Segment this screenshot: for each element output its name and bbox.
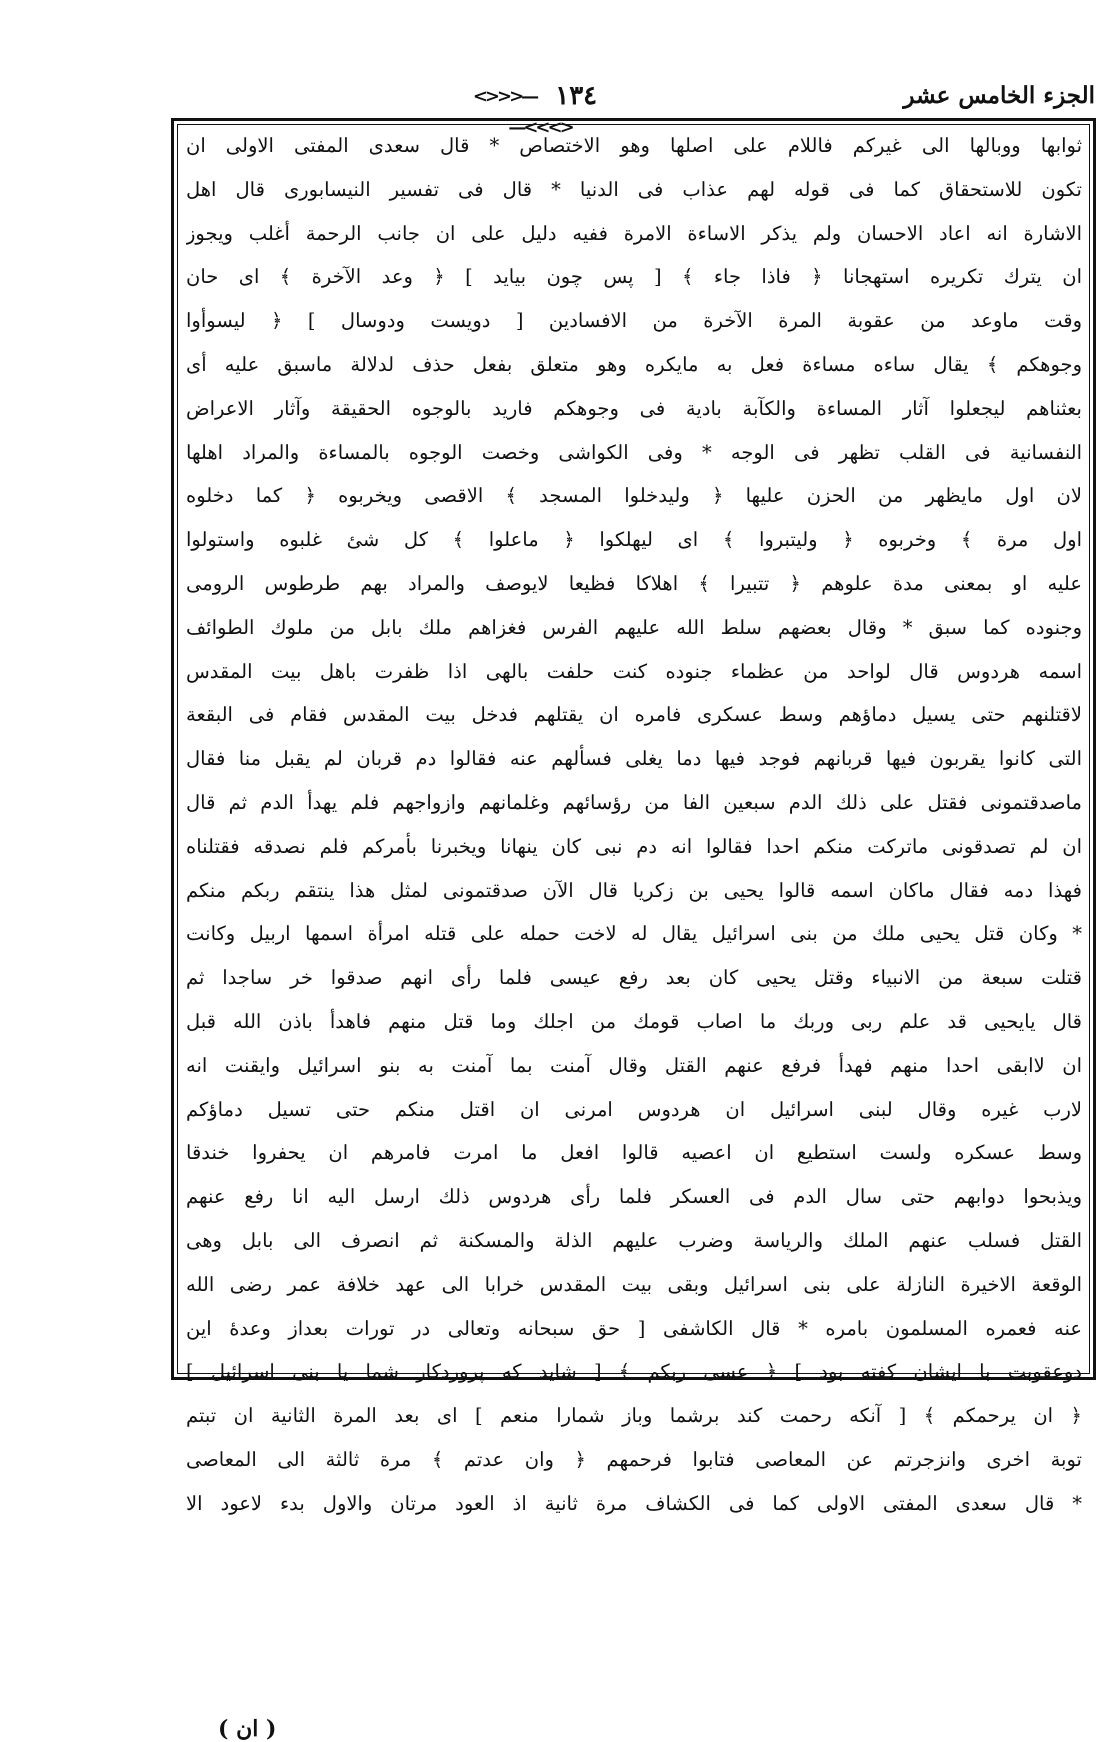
- text-line: دوعقوبت با ايشان كفته بود ] ﴿ عسى ربكم ﴾ [ شايد كه پروردكار شما يا بنى اسرائيل ]: [186, 1360, 1082, 1384]
- ornament-right-icon: —<<<>: [508, 116, 572, 138]
- text-line: بعثناهم ليجعلوا آثار المساءة والكآبة بادية فى وجوهكم فاريد بالوجوه الحقيقة وآثار الاعراض: [186, 396, 1082, 420]
- text-line: وسط عسكره ولست استطيع ان اعصيه قالوا افعل ما امرت فامرهم ان يحفروا خندقا: [186, 1141, 1082, 1165]
- text-line: تكون للاستحقاق كما فى قوله لهم عذاب فى الدنيا * قال فى تفسير النيسابورى قال اهل: [186, 177, 1082, 201]
- text-line: * قال سعدى المفتى الاولى كما فى الكشاف مرة ثانية اذ العود مرتان والاول بدء لاعود الا: [186, 1491, 1082, 1515]
- text-line: قتلت سبعة من الانبياء وقتل يحيى كان بعد رفع عيسى فلما رأى انهم صدقوا خر ساجدا ثم: [186, 966, 1082, 990]
- text-line: قال يايحيى قد علم ربى وربك ما اصاب قومك من اجلك وما قتل منهم فاهدأ باذن الله قبل: [186, 1009, 1082, 1033]
- text-line: اسمه هردوس قال لواحد من عظماء جنوده كنت حلفت بالهى اذا ظفرت باهل بيت المقدس: [186, 659, 1082, 683]
- text-line: عليه او بمعنى مدة علوهم ﴿ تتبيرا ﴾ اهلاكا فظيعا لايوصف والمراد بهم طرطوس الرومى: [186, 571, 1082, 595]
- text-line: ان لم تصدقونى ماتركت منكم احدا فقالوا انه دم نبى كان ينهانا ويخبرنا بأمركم فلم نصدقه فقتلناه: [186, 834, 1082, 858]
- text-line: فهذا دمه فقال ماكان اسمه قالوا يحيى بن زكريا قال الآن صدقتمونى لمثل هذا ينتقم ربكم منكم: [186, 878, 1082, 902]
- catchword: ( ان ): [218, 1716, 277, 1742]
- main-text-block: [186, 124, 1082, 1526]
- text-line: لان اول مايظهر من الحزن عليها ﴿ وليدخلوا المسجد ﴾ الاقصى ويخربوه ﴿ كما دخلوه: [186, 484, 1082, 508]
- text-line: وجوهكم ﴾ يقال ساءه مساءة فعل به مايكره وهو متعلق بفعل حذف لدلالة ماسبق عليه أى: [186, 352, 1082, 376]
- text-line: ﴿ ان يرحمكم ﴾ [ آنكه رحمت كند برشما وباز شمارا منعم ] اى بعد المرة الثانية ان تبتم: [186, 1404, 1082, 1428]
- text-line: عنه فعمره المسلمون بامره * قال الكاشفى [ حق سبحانه وتعالى در تورات بعداز وعدهٔ اين: [186, 1316, 1082, 1340]
- part-title: الجزء الخامس عشر: [903, 82, 1095, 109]
- text-line: القتل فسلب عنهم الملك والرياسة وضرب عليهم الذلة والمسكنة ثم انصرف الى بابل وهى: [186, 1228, 1082, 1252]
- page-number: ١٣٤: [555, 81, 598, 111]
- text-line: ان لاابقى احدا منهم فهدأ فرفع عنهم القتل وقال آمنت بما آمنت به بنو اسرائيل وايقنت انه: [186, 1053, 1082, 1077]
- text-line: ثوابها ووبالها الى غيركم فاللام على اصلها وهو الاختصاص * قال سعدى المفتى الاولى ان: [186, 134, 1082, 157]
- text-line: لاقتلنهم حتى يسيل دماؤهم وسط عسكرى فامره ان يقتلهم فدخل بيت المقدس فقام فى البقعة: [186, 703, 1082, 727]
- text-line: اول مرة ﴾ وخربوه ﴿ وليتبروا ﴾ اى ليهلكوا ﴿ ماعلوا ﴾ كل شئ غلبوه واستولوا: [186, 528, 1082, 552]
- text-line: توبة اخرى وانزجرتم عن المعاصى فتابوا فرحمهم ﴿ وان عدتم ﴾ مرة ثالثة الى المعاصى: [186, 1447, 1082, 1471]
- text-line: ماصدقتمونى فقتل على ذلك الدم سبعين الفا من رؤسائهم وغلمانهم وازواجهم فلم يهدأ الدم ثم قال: [186, 790, 1082, 814]
- text-line: ان يترك تكريره استهجانا ﴿ فاذا جاء ﴾ [ پس چون بيايد ] ﴿ وعد الآخرة ﴾ اى حان: [186, 265, 1082, 289]
- text-line: الوقعة الاخيرة النازلة على بنى اسرائيل وبقى بيت المقدس خرابا الى عهد خلافة عمر رضى الله: [186, 1272, 1082, 1296]
- text-line: * وكان قتل يحيى ملك من بنى اسرائيل يقال له لاخت حمله على قتله امرأة اسمها اربيل وكانت: [186, 922, 1082, 946]
- text-line: وجنوده كما سبق * وقال بعضهم سلط الله عليهم الفرس فغزاهم ملك بابل من ملوك الطوائف: [186, 615, 1082, 639]
- text-line: التى كانوا يقربون فيها قربانهم فوجد فيها دما يغلى فسألهم عنه فقالوا دم قربان لم يقبل منا فقال: [186, 747, 1082, 771]
- text-line: النفسانية فى القلب تظهر فى الوجه * وفى الكواشى وخصت الوجوه بالمساءة والمراد اهلها: [186, 440, 1082, 464]
- text-line: ويذبحوا دوابهم حتى سال الدم فى العسكر فلما رأى هردوس ذلك ارسل اليه انا رفع عنهم: [186, 1185, 1082, 1209]
- ornament-left-icon: <>>>—: [472, 85, 537, 107]
- text-line: لارب غيره وقال لبنى اسرائيل ان هردوس امرنى ان اقتل منكم حتى تسيل دماؤكم: [186, 1097, 1082, 1121]
- text-line: وقت ماوعد من عقوبة المرة الآخرة من الافسادين [ دويست ودوسال ] ﴿ ليسوأوا: [186, 309, 1082, 333]
- text-line: الاشارة انه اعاد الاحسان ولم يذكر الاساءة الامرة ففيه دليل على ان جانب الرحمة أغلب ويجوز: [186, 221, 1082, 245]
